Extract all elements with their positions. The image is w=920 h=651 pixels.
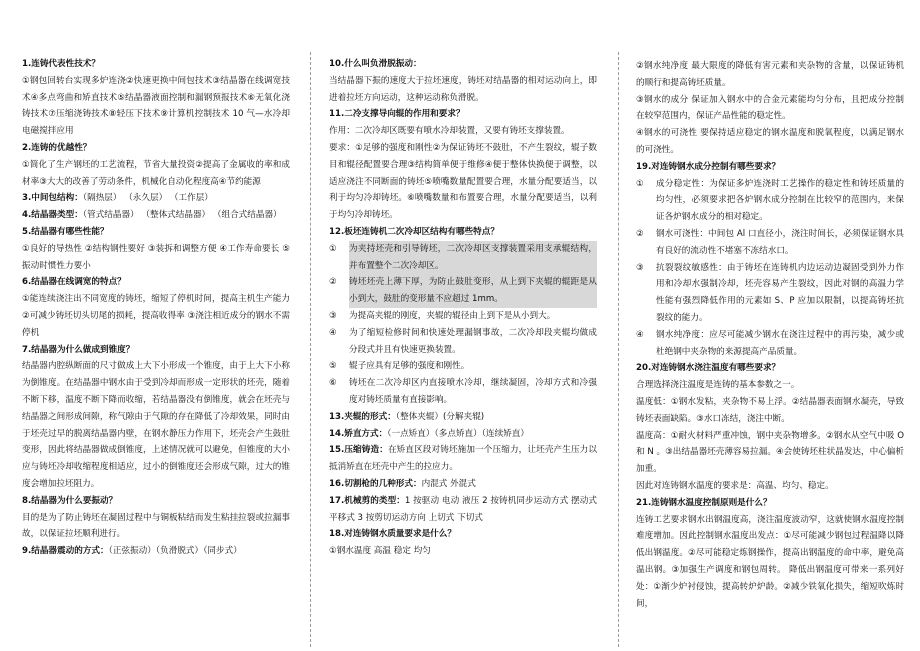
list-item bbox=[329, 325, 597, 359]
answer-q13: （整体夹辊）(分解夹辊) bbox=[395, 411, 485, 422]
list-q19 bbox=[636, 176, 904, 361]
item-text: 铸坯在二次冷却区内直接喷水冷却，继续凝固，冷却方式和冷强度对铸坯质量有直接影响。 bbox=[349, 378, 597, 405]
item-number: ③ bbox=[636, 262, 644, 273]
row-q16 bbox=[329, 476, 597, 493]
heading-q16: 16.切割枪的几种形式： bbox=[329, 478, 422, 489]
answer-q6: ①能连续浇注出不同宽度的铸坯，缩短了停机时间，提高主机生产能力 ②可减少铸坯切头切尾的损耗，提高收得率 ③浇注相近成分的钢水不需停机 bbox=[22, 294, 290, 338]
heading-q17: 17.机械剪的类型： bbox=[329, 495, 405, 506]
answer-q18: ①钢水温度 高温 稳定 均匀 bbox=[329, 546, 431, 557]
heading-q11: 11.二冷支撑导向辊的作用和要求？ bbox=[329, 109, 465, 120]
answer-q7: 结晶器内腔纵断面的尺寸做成上大下小形成一个锥度，由于上大下小称为倒锥度。在结晶器中钢水由于受到冷却而形成一定形状的坯壳，随着不断下移，温度不断下降而收缩，若结晶器没有倒锥度，就会在坯壳与结晶器之间形成间隙，称气隙由于气隙的存在降低了冷却效果，同时由于坯壳过早的脱离结晶器内壁，在钢水静压力作用下，坯壳会产生鼓肚变形，因此将结晶器做成倒锥度，上述情况就可以避免，但锥度的大小应与铸坯冷却收缩程度相适应，过小的倒锥度还会形成气隙，过大的锥度会增加拉坯阻力。 bbox=[22, 361, 290, 489]
list-item bbox=[636, 226, 904, 260]
answer-q2: ①简化了生产钢坯的工艺流程，节省大量投资②提高了金属收的率和成材率③大大的改善了劳动条件，机械化自动化程度高④节约能源 bbox=[22, 159, 290, 187]
heading-q5: 5.结晶器有哪些性能？ bbox=[22, 226, 109, 237]
answer-q20-intro: 合理选择浇注温度是连铸的基本参数之一。 bbox=[636, 380, 800, 391]
row-q15 bbox=[329, 442, 597, 476]
heading-q3: 3.中间包结构： bbox=[22, 193, 83, 204]
row-q4 bbox=[22, 207, 290, 224]
list-item bbox=[329, 274, 597, 308]
item-text: 钢水纯净度：应尽可能减少钢水在浇注过程中的再污染，减少或杜绝钢中夹杂物的来源提高产品质量。 bbox=[656, 329, 904, 357]
answer-q8: 目的是为了防止铸坯在凝固过程中与铜板粘结而发生粘挂拉裂或拉漏事故，以保证拉坯顺利进行。 bbox=[22, 512, 290, 540]
list-item bbox=[329, 375, 597, 409]
column-divider-2 bbox=[618, 52, 619, 647]
list-item bbox=[329, 308, 597, 325]
heading-q10: 10.什么叫负滑脱振动： bbox=[329, 59, 422, 69]
item-number: ⑥ bbox=[329, 378, 337, 389]
heading-q6: 6.结晶器在线调宽的特点？ bbox=[22, 277, 126, 288]
heading-q7: 7.结晶器为什么做成到锥度？ bbox=[22, 344, 135, 355]
answer-q21: 连铸工艺要求钢水出钢温度高，浇注温度波动窄，这就使钢水温度控制难度增加。因此控制钢水温度出发点：①尽可能减少钢包过程温降以降低出钢温度。②尽可能稳定炼钢操作，提高出钢温度的命中率，避免高温出钢。③加强生产调度和钢包周转。 降低出钢温度可带来一系列好处：①渐少炉衬侵蚀，提高转炉炉龄。②减少铁氧化损失，缩短吹炼时间， bbox=[636, 514, 904, 609]
heading-q14: 14.矫直方式： bbox=[329, 428, 388, 439]
list-q12 bbox=[329, 241, 597, 409]
list-item bbox=[636, 260, 904, 327]
heading-q19: 19.对连铸钢水成分控制有哪些要求？ bbox=[636, 161, 781, 172]
column-divider-1 bbox=[310, 52, 311, 647]
row-q14 bbox=[329, 426, 597, 443]
heading-q1: 1.连铸代表性技术？ bbox=[22, 59, 100, 69]
column-1 bbox=[22, 56, 290, 560]
answer-q18-item4: ④钢水的可浇性 要保持适应稳定的钢水温度和脱氧程度，以满足钢水的可浇性。 bbox=[636, 128, 904, 155]
heading-q12: 12.板坯连铸机二次冷却区结构有哪些特点？ bbox=[329, 226, 499, 237]
answer-q1: ①钢包回转台实现多炉连浇②快速更换中间包技术③结晶器在线调宽技术④多点弯曲和矫直技术⑤结晶器液面控制和漏钢预报技术⑥无氧化浇铸技术⑦压缩浇铸技术⑧轻压下技术⑨计算机控制技术 10 气—水冷却电磁搅拌应用 bbox=[22, 75, 290, 137]
item-number: ④ bbox=[636, 329, 644, 340]
heading-q13: 13.夹辊的形式： bbox=[329, 411, 396, 422]
answer-q17: 1 按驱动 电动 液压 2 按铸机同步运动方式 摆动式 平移式 3 按剪切运动方向 上切式 下切式 bbox=[329, 495, 597, 523]
item-text: 为了缩短检修时间和快速处理漏钢事故，二次冷却段夹辊均做成分段式并且有快速更换装置。 bbox=[349, 327, 597, 355]
item-number: ① bbox=[636, 178, 644, 189]
item-text: 抗裂裂纹敏感性：由于铸坯在连铸机内边运动边凝固受到外力作用和冷却水强制冷却，坯壳容易产生裂纹，因此对钢的高温力学性能有强烈降低作用的元素如 S、P 应加以限制，以提高铸坯抗裂纹的能力。 bbox=[656, 262, 904, 323]
list-item bbox=[636, 176, 904, 226]
item-text: 钢水可浇性：中间包 Al 口直径小，浇注时间长，必须保证钢水具有良好的流动性不堵塞不冻结水口。 bbox=[656, 228, 904, 256]
heading-q8: 8.结晶器为什么要振动？ bbox=[22, 495, 118, 506]
row-q9 bbox=[22, 543, 290, 560]
item-number: ② bbox=[329, 277, 337, 288]
item-text: 为提高夹辊的刚度，夹辊的辊径由上到下是从小到大。 bbox=[349, 310, 556, 321]
row-q13 bbox=[329, 409, 597, 426]
list-item bbox=[329, 358, 597, 375]
item-text: 铸坯坯壳上薄下厚，为防止鼓肚变形，从上到下夹辊的辊距是从小到大，鼓肚的变形量不应超过 1mm。 bbox=[349, 274, 597, 308]
answer-q5: ①良好的导热性 ②结构钢性要好 ③装拆和调整方便 ④工作寿命要长 ⑤振动时惯性力要小 bbox=[22, 243, 290, 271]
answer-q18-item2: ②钢水纯净度 最大限度的降低有害元素和夹杂物的含量，以保证铸机的顺行和提高铸坯质量。 bbox=[636, 61, 904, 88]
list-item bbox=[636, 327, 904, 361]
item-number: ⑤ bbox=[329, 361, 337, 372]
answer-q14: （一点矫直）（多点矫直）（连续矫直） bbox=[387, 428, 529, 439]
heading-q9: 9.结晶器震动的方式： bbox=[22, 546, 109, 557]
answer-q15: 在矫直区段对铸坯施加一个压缩力，让坯壳产生压力以抵消矫直在坯壳中产生的拉应力。 bbox=[329, 445, 597, 473]
answer-q11-requirements: 要求：①足够的强度和刚性②为保证铸坯不鼓肚，不产生裂纹，辊子数目和辊径配置要合理③结构简单便于维修④便于整体快换便于调整，以适应浇注不同断面的铸坯⑤喷嘴数量配置要合理，水量分配要适当，以利于均匀冷却铸坯。⑥喷嘴数量和布置要合理，水量分配要适当，以利于均匀冷却铸坯。 bbox=[329, 142, 597, 221]
heading-q20: 20.对连铸钢水浇注温度有哪些要求？ bbox=[636, 363, 781, 374]
item-number: ④ bbox=[329, 327, 337, 338]
answer-q11-function: 作用：二次冷却区既要有喷水冷却装置，又要有铸坯支撑装置。 bbox=[329, 126, 570, 137]
answer-q16: 内混式 外混式 bbox=[421, 478, 476, 489]
heading-q21: 21.连铸钢水温度控制原则是什么？ bbox=[636, 497, 772, 508]
heading-q4: 4.结晶器类型： bbox=[22, 210, 83, 221]
answer-q20-high: 温度高：①耐火材料严重冲蚀，钢中夹杂物增多。②钢水从空气中吸 O 和 N 。③出结晶器坯壳薄容易拉漏。④会使铸坯柱状晶发达，中心偏析加重。 bbox=[636, 430, 904, 475]
heading-q18: 18.对连铸钢水质量要求是什么？ bbox=[329, 529, 456, 540]
item-number: ① bbox=[329, 243, 337, 254]
answer-q20-low: 温度低：①钢水发粘，夹杂物不易上浮。②结晶器表面钢水凝壳，导致铸坯表面缺陷。③水口冻结，浇注中断。 bbox=[636, 396, 904, 424]
item-number: ② bbox=[636, 228, 644, 239]
row-q3 bbox=[22, 190, 290, 207]
item-text: 为夹持坯壳和引导铸坯，二次冷却区支撑装置采用支承辊结构，并布置整个二次冷却区。 bbox=[349, 241, 597, 275]
item-text: 辊子应具有足够的强度和刚性。 bbox=[349, 361, 470, 372]
list-item bbox=[329, 241, 597, 275]
item-text: 成分稳定性：为保证多炉连浇时工艺操作的稳定性和铸坯质量的均匀性，必须要求把各炉钢水成分控制在比较窄的范围内，来保证各炉钢水成分的相对稳定。 bbox=[656, 178, 904, 223]
heading-q15: 15.压缩铸造： bbox=[329, 445, 388, 456]
answer-q4: （管式结晶器） （整体式结晶器） （组合式结晶器） bbox=[82, 210, 282, 221]
column-2 bbox=[329, 56, 597, 560]
answer-q9: （正弦振动）（负滑脱式）（同步式） bbox=[108, 546, 242, 557]
answer-q18-item3: ③钢水的成分 保证加入钢水中的合金元素能均匀分布，且把成分控制在较窄范围内，保证产品性能的稳定性。 bbox=[636, 94, 904, 122]
column-3 bbox=[636, 58, 904, 612]
heading-q2: 2.连铸的优越性？ bbox=[22, 142, 92, 153]
answer-q10: 当结晶器下振的速度大于拉坯速度，铸坯对结晶器的相对运动向上，即进着拉坯方向运动，这种运动称负滑脱。 bbox=[329, 75, 597, 103]
row-q17 bbox=[329, 493, 597, 527]
answer-q20-conclusion: 因此对连铸钢水温度的要求是：高温、均匀、稳定。 bbox=[636, 480, 834, 491]
answer-q3: （隔热层） （永久层） （工作层） bbox=[82, 193, 213, 204]
item-number: ③ bbox=[329, 310, 337, 321]
